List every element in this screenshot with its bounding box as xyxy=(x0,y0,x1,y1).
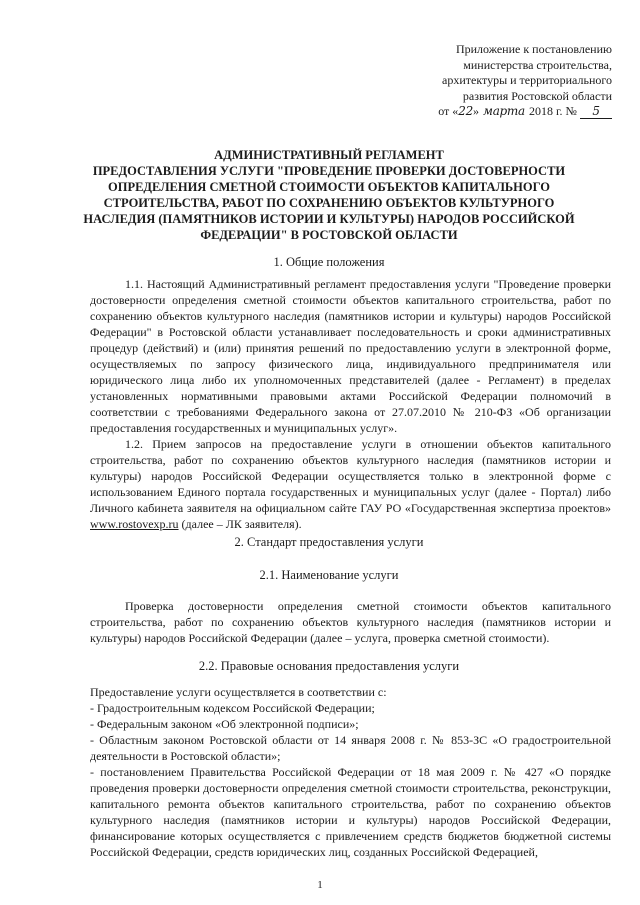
approval-from-prefix: от « xyxy=(438,104,459,118)
approval-stamp xyxy=(400,42,612,120)
approval-month-handwritten: марта xyxy=(483,104,525,118)
approval-number-handwritten: 5 xyxy=(580,105,612,119)
title-line-6: ФЕДЕРАЦИИ" В РОСТОВСКОЙ ОБЛАСТИ xyxy=(200,228,458,242)
title-line-5: НАСЛЕДИЯ (ПАМЯТНИКОВ ИСТОРИИ И КУЛЬТУРЫ) НАРОДОВ РОССИЙСКОЙ xyxy=(83,212,575,226)
paragraph-1-1 xyxy=(90,276,611,436)
paragraph-1-2-tail: (далее – ЛК заявителя). xyxy=(178,517,302,531)
section-heading-general: 1. Общие положения xyxy=(273,255,385,269)
paragraph-1-1-text: 1.1. Настоящий Административный регламент предоставления услуги "Проведение проверки достоверности определения сметной стоимости объектов капитального строительства, работ по сохранению объектов культурного наследия (памятников истории и культуры) народов Российской Федерации" в Ростовской области устанавливает последовательность и сроки административных процедур (действий) и (или) принятия решений по предоставлению услуги в электронной форме, осуществляемых по запросу физического лица, индивидуального предпринимателя или юридического лица либо их уполномоченных представителей (далее - Регламент) в пределах установленных нормативными правовыми актами Российской Федерации полномочий в соответствии с требованиями Федерального закона от 27.07.2010 № 210-ФЗ «Об организации предоставления государственных и муниципальных услуг». xyxy=(90,277,611,435)
approval-line-1: Приложение к постановлению xyxy=(455,42,612,56)
legal-basis-item: - Градостроительным кодексом Российской Федерации; xyxy=(90,701,375,715)
title-line-3: ОПРЕДЕЛЕНИЯ СМЕТНОЙ СТОИМОСТИ ОБЪЕКТОВ КАПИТАЛЬНОГО xyxy=(108,180,550,194)
approval-line-3: архитектуры и территориального xyxy=(442,73,612,87)
paragraph-2-1 xyxy=(90,598,611,646)
document-title xyxy=(64,147,594,243)
section-heading-service-name: 2.1. Наименование услуги xyxy=(259,568,399,582)
paragraph-1-2 xyxy=(90,436,611,532)
legal-basis-list xyxy=(90,684,611,860)
page-number: 1 xyxy=(317,879,323,891)
legal-basis-item: - постановлением Правительства Российской Федерации от 18 мая 2009 г. № 427 «О порядке проведения проверки достоверности определения сметной стоимости строительства, реконструкции, капитального ремонта объектов капитального строительства, работ по сохранению объектов культурного наследия (памятников истории и культуры) народов Российской Федерации, финансирование которых осуществляется с привлечением средств бюджетов бюджетной системы Российской Федерации, средств юридических лиц, созданных Российской Федерацией, xyxy=(90,765,611,859)
approval-day-handwritten: 22 xyxy=(458,104,473,118)
website-link[interactable]: www.rostovexp.ru xyxy=(90,517,179,531)
approval-year: 2018 г. № xyxy=(528,104,577,118)
approval-close-quote: » xyxy=(472,104,479,118)
title-line-2: ПРЕДОСТАВЛЕНИЯ УСЛУГИ "ПРОВЕДЕНИЕ ПРОВЕРКИ ДОСТОВЕРНОСТИ xyxy=(92,164,566,178)
section-heading-standard: 2. Стандарт предоставления услуги xyxy=(234,535,424,549)
title-line-4: СТРОИТЕЛЬСТВА, РАБОТ ПО СОХРАНЕНИЮ ОБЪЕКТОВ КУЛЬТУРНОГО xyxy=(103,196,555,210)
approval-line-4: развития Ростовской области xyxy=(462,88,612,103)
approval-line-2: министерства строительства, xyxy=(463,57,612,72)
legal-basis-item: - Областным законом Ростовской области от 14 января 2008 г. № 853-ЗС «О градостроительной деятельности в Ростовской области»; xyxy=(90,733,611,763)
section-heading-legal-basis: 2.2. Правовые основания предоставления услуги xyxy=(198,659,460,673)
paragraph-1-2-text xyxy=(90,436,611,532)
legal-basis-item: - Федеральным законом «Об электронной подписи»; xyxy=(90,717,359,731)
paragraph-1-2-body: 1.2. Прием запросов на предоставление услуги в отношении объектов капитального строительства, работ по сохранению объектов культурного наследия (памятников истории и культуры) народов Российской Федерации осуществляется только в электронной форме с использованием Единого портала государственных и муниципальных услуг (далее - Портал) либо Личного кабинета заявителя на официальном сайте ГАУ РО «Государственная экспертиза проектов» xyxy=(90,437,611,515)
approval-date-line xyxy=(400,104,612,120)
title-line-1: АДМИНИСТРАТИВНЫЙ РЕГЛАМЕНТ xyxy=(214,148,444,162)
legal-basis-intro: Предоставление услуги осуществляется в соответствии с: xyxy=(90,685,387,699)
paragraph-2-1-text: Проверка достоверности определения сметной стоимости объектов капитального строительства, работ по сохранению объектов культурного наследия (памятников истории и культуры) народов Российской Федерации (далее – услуга, проверка сметной стоимости). xyxy=(90,599,611,645)
